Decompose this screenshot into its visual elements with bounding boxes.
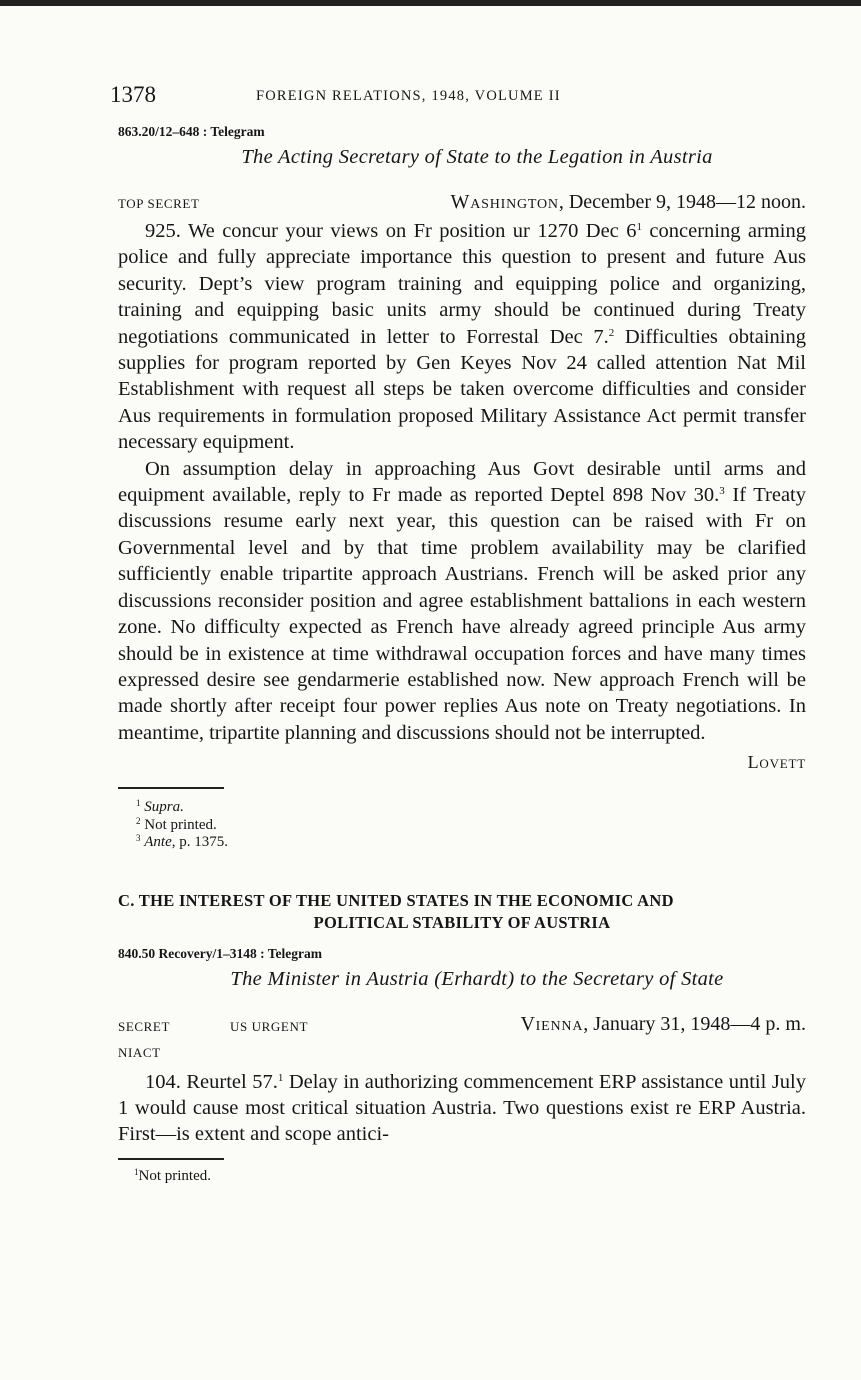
telegram-paragraph-2 bbox=[118, 456, 806, 746]
running-title: FOREIGN RELATIONS, 1948, VOLUME II bbox=[256, 88, 561, 104]
footnote-ref: 1 bbox=[636, 221, 642, 233]
text-run: Difficulties obtaining supplies for program reported by Gen Keyes Nov 24 called attention Nat Mil Establishment with request all steps be taken overcome difficulties and consider Aus requirements in formulation proposed Military Assistance Act permit transfer necessary equipment. bbox=[118, 325, 806, 454]
footnote-text: Supra. bbox=[144, 799, 184, 816]
footnote bbox=[136, 817, 806, 835]
classification: SECRET bbox=[118, 1018, 170, 1034]
footnote-number: 2 bbox=[136, 815, 141, 826]
place-date bbox=[520, 1013, 806, 1036]
text-run: Delay in authorizing commencement ERP assistance until July 1 would cause most critical situation Austria. Two questions exist re ERP Austria. First—is extent and scope antici- bbox=[118, 1070, 806, 1146]
section-heading-line: C. THE INTEREST OF THE UNITED STATES IN THE ECONOMIC AND bbox=[118, 890, 674, 910]
date-time: , December 9, 1948—12 noon. bbox=[558, 191, 806, 213]
priority: US URGENT bbox=[230, 1018, 308, 1034]
text-run: 104. Reurtel 57. bbox=[145, 1070, 278, 1093]
place-name: Vienna bbox=[520, 1012, 584, 1035]
footnote bbox=[136, 799, 806, 817]
footnote-text: , p. 1375. bbox=[171, 834, 228, 851]
footnote-divider bbox=[118, 1158, 224, 1160]
dateline bbox=[118, 1013, 806, 1041]
footnote-number: 1 bbox=[136, 798, 141, 809]
footnote-text: Not printed. bbox=[138, 1167, 211, 1184]
footnote-ref: 2 bbox=[608, 326, 615, 339]
text-run: concerning arming police and fully appreciate importance this question to present and future Aus security. Dept’s view program training and equipping police and organizing, training and equipping basic units army should be continued during Treaty negotiations communicated in letter to Forrestal Dec 7. bbox=[118, 220, 806, 348]
title-part: ) to the Secretary of State bbox=[507, 967, 724, 990]
date-time: , January 31, 1948—4 p. m. bbox=[583, 1012, 806, 1035]
dateline bbox=[118, 191, 806, 214]
section-heading bbox=[118, 890, 806, 934]
text-run: On assumption delay in approaching Aus Govt desirable until arms and equipment available, reply to Fr made as reported Deptel 898 Nov 30. bbox=[118, 457, 806, 507]
footnote bbox=[118, 1168, 806, 1185]
page-header bbox=[110, 82, 806, 116]
title-part: The Minister in Austria ( bbox=[230, 967, 442, 990]
footnote bbox=[136, 834, 806, 852]
footnotes bbox=[118, 799, 806, 852]
document-file-number: 863.20/12–648 : Telegram bbox=[118, 124, 265, 139]
document-file-number: 840.50 Recovery/1–3148 : Telegram bbox=[118, 945, 322, 961]
signature bbox=[118, 752, 806, 773]
footnote-ref: 1 bbox=[277, 1071, 284, 1084]
classification-niact: NIACT bbox=[118, 1044, 161, 1060]
footnote-text-italic: Ante bbox=[144, 834, 172, 851]
footnote-number: 3 bbox=[136, 833, 141, 844]
text-run: If Treaty discussions resume early next year, this question can be raised with Fr on Governmental level and by that time problem availability may be clarified sufficiently enable tripartite approach Austrians. French will be asked prior any discussions reconsider position and agree establishment battalions in each western zone. No difficulty expected as French have already agreed principle Aus army should be in existence at time withdrawal occupation forces and have many times expressed desire see gendarmerie established now. New approach French will be made shortly after receipt four power replies Aus note on Treaty negotiations. In meantime, tripartite planning and discussions should not be interrupted. bbox=[118, 484, 806, 744]
footnote-ref: 3 bbox=[719, 485, 725, 498]
footnote-number: 1 bbox=[134, 1166, 139, 1177]
section-heading-line: POLITICAL STABILITY OF AUSTRIA bbox=[313, 912, 611, 932]
place-date bbox=[451, 191, 806, 214]
footnote-text: Not printed. bbox=[144, 816, 217, 833]
page-top-edge bbox=[0, 0, 861, 6]
classification: TOP SECRET bbox=[118, 196, 200, 211]
page-number: 1378 bbox=[110, 82, 156, 107]
document-page bbox=[110, 82, 806, 1185]
text-run: 925. We concur your views on Fr position ur 1270 Dec 6 bbox=[145, 220, 637, 242]
document-title: The Acting Secretary of State to the Legation in Austria bbox=[241, 146, 713, 168]
telegram-paragraph-1 bbox=[118, 1069, 806, 1148]
document-title bbox=[148, 968, 806, 991]
telegram-paragraph-1 bbox=[118, 218, 806, 456]
title-name: Erhardt bbox=[441, 967, 508, 990]
signature-name: Lovett bbox=[747, 752, 806, 773]
footnote-divider bbox=[118, 787, 224, 789]
place-name: Washington bbox=[450, 191, 559, 213]
